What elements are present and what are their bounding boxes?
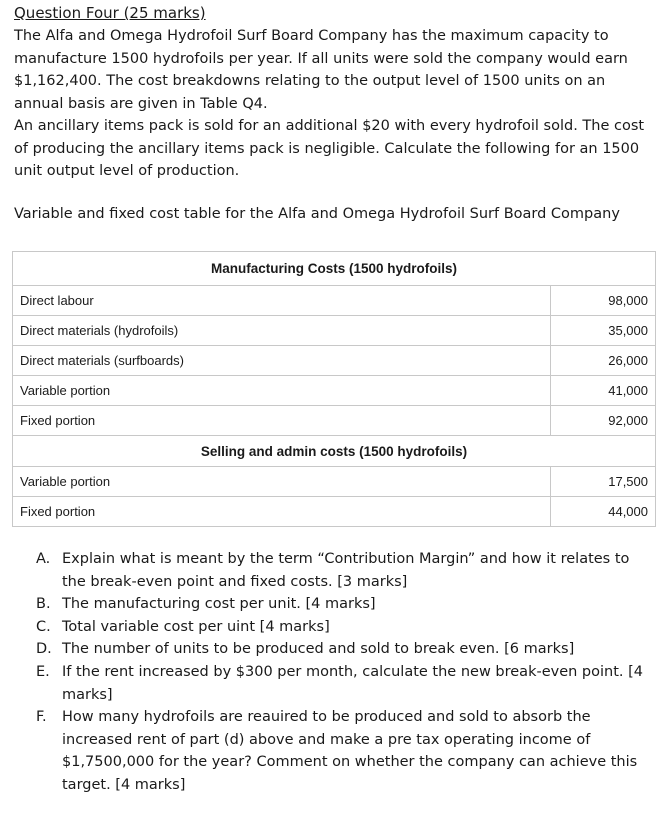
row-value: 41,000 — [551, 376, 656, 406]
table-section-header — [13, 252, 656, 286]
table-section-header — [13, 436, 656, 467]
list-item — [36, 638, 656, 661]
row-label: Fixed portion — [13, 497, 551, 527]
question-heading: Question Four (25 marks) — [14, 4, 206, 22]
question-text: The number of units to be produced and sold to break even. [6 marks] — [62, 641, 575, 658]
cost-table — [12, 251, 656, 527]
list-item — [36, 661, 656, 706]
question-text: Explain what is meant by the term “Contribution Margin” and how it relates to the break-even point and fixed costs. [3 marks] — [62, 551, 630, 590]
list-item — [36, 593, 656, 616]
table-row — [13, 376, 656, 406]
row-label: Direct labour — [13, 286, 551, 316]
row-label: Direct materials (hydrofoils) — [13, 316, 551, 346]
question-letter: F. — [36, 709, 47, 726]
table-row — [13, 467, 656, 497]
question-text: The manufacturing cost per unit. [4 marks] — [62, 596, 376, 613]
question-letter: C. — [36, 618, 51, 635]
intro-paragraph-1: The Alfa and Omega Hydrofoil Surf Board Company has the maximum capacity to manufacture 1500 hydrofoils per year. If all units were sold the company would earn $1,162,400. The cost breakdowns relating to the output level of 1500 units on an annual basis are given in Table Q4. — [14, 28, 628, 112]
table-row — [13, 286, 656, 316]
selling-admin-costs-header: Selling and admin costs (1500 hydrofoils) — [13, 436, 656, 467]
row-label: Direct materials (surfboards) — [13, 346, 551, 376]
table-caption: Variable and fixed cost table for the Alfa and Omega Hydrofoil Surf Board Company — [14, 206, 620, 222]
intro-text — [14, 25, 654, 183]
row-label: Variable portion — [13, 376, 551, 406]
row-value: 92,000 — [551, 406, 656, 436]
table-row — [13, 406, 656, 436]
row-value: 17,500 — [551, 467, 656, 497]
row-label: Fixed portion — [13, 406, 551, 436]
question-letter: B. — [36, 596, 51, 613]
question-text: How many hydrofoils are reauired to be produced and sold to absorb the increased rent of part (d) above and make a pre tax operating income of $1,7500,000 for the year? Comment on whether the company can achieve this target. [4 marks] — [62, 709, 638, 793]
question-letter: D. — [36, 641, 52, 658]
table-row — [13, 316, 656, 346]
intro-paragraph-2: An ancillary items pack is sold for an additional $20 with every hydrofoil sold. The cost of producing the ancillary items pack is negligible. Calculate the following for an 1500 unit output level of production. — [14, 118, 645, 179]
list-item — [36, 616, 656, 639]
question-letter: A. — [36, 551, 51, 567]
table-row — [13, 346, 656, 376]
row-value: 35,000 — [551, 316, 656, 346]
row-value: 98,000 — [551, 286, 656, 316]
manufacturing-costs-header: Manufacturing Costs (1500 hydrofoils) — [13, 252, 656, 286]
row-value: 44,000 — [551, 497, 656, 527]
question-text: Total variable cost per uint [4 marks] — [62, 618, 330, 635]
list-item — [36, 706, 656, 796]
question-letter: E. — [36, 663, 50, 680]
question-text: If the rent increased by $300 per month, calculate the new break-even point. [4 marks] — [62, 663, 643, 703]
table-row — [13, 497, 656, 527]
row-value: 26,000 — [551, 346, 656, 376]
row-label: Variable portion — [13, 467, 551, 497]
question-list — [36, 548, 656, 797]
list-item — [36, 548, 656, 593]
